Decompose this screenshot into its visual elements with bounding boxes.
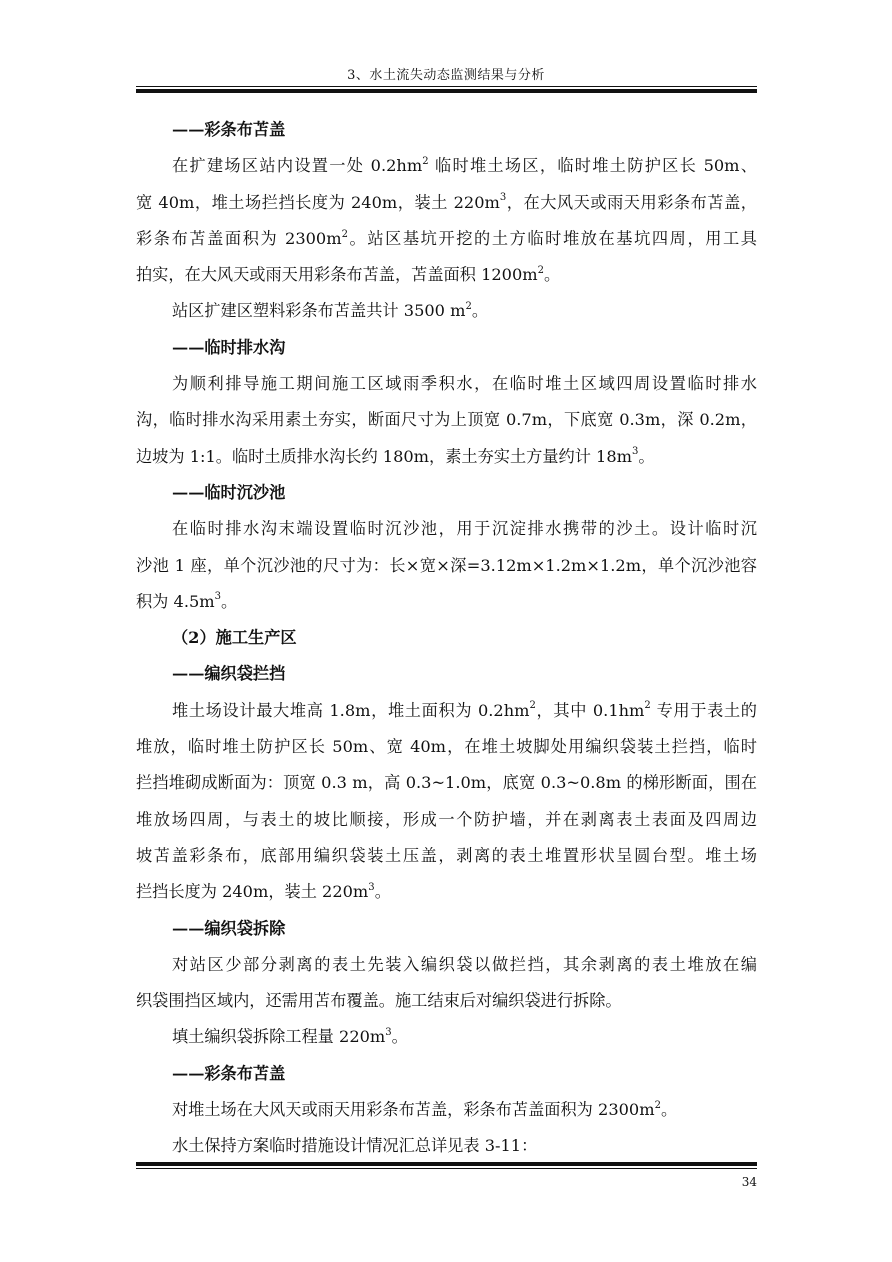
page-number: 34 (741, 1175, 757, 1189)
paragraph-line: 拍实，在大风天或雨天用彩条布苫盖，苫盖面积 $1200m^2$。 (136, 264, 561, 285)
paragraph-line: 对堆土场在大风天或雨天用彩条布苫盖，彩条布苫盖面积为 $2300m^2$。 (172, 1099, 678, 1120)
paragraph-line: 对站区少部分剥离的表土先装入编织袋以做拦挡，其余剥离的表土堆放在编 (172, 954, 757, 974)
paragraph-line: 在扩建场区站内设置一处 $0.2hm^2$ 临时堆土场区，临时堆土防护区长 50m、 (172, 155, 757, 176)
section-heading: ——彩条布苫盖 (172, 120, 286, 139)
section-heading: ——临时排水沟 (172, 337, 286, 357)
paragraph-line: 在临时排水沟末端设置临时沉沙池，用于沉淀排水携带的沙土。设计临时沉 (172, 519, 757, 539)
paragraph-line: 沙池 1 座，单个沉沙池的尺寸为：长×宽×深=3.12m×1.2m×1.2m，单个沉沙池容 (136, 555, 757, 575)
header-rule-thick (136, 89, 757, 93)
paragraph-line: 边坡为 1:1。临时土质排水沟长约 180m，素土夯实土方量约计 $18m^3$。 (136, 446, 655, 466)
paragraph-line: 沟，临时排水沟采用素土夯实，断面尺寸为上顶宽 0.7m，下底宽 0.3m，深 0.2m， (136, 410, 757, 430)
paragraph-line: 彩条布苫盖面积为 $2300m^2$。站区基坑开挖的土方临时堆放在基坑四周，用工具 (136, 228, 757, 248)
paragraph-line: 拦挡堆砌成断面为：顶宽 0.3 m，高 0.3~1.0m，底宽 0.3~0.8m 的梯形断面，围在 (136, 773, 757, 793)
section-heading: ——彩条布苫盖 (172, 1063, 286, 1083)
footer-rule-thick (136, 1162, 757, 1166)
paragraph-line: 水土保持方案临时措施设计情况汇总详见表 3-11： (172, 1136, 538, 1156)
section-heading: ——编织袋拦挡 (172, 664, 286, 684)
section-heading: ——临时沉沙池 (172, 482, 286, 502)
paragraph-line: 为顺利排导施工期间施工区域雨季积水，在临时堆土区域四周设置临时排水 (172, 374, 757, 394)
paragraph-line: 积为 $4.5m^3$。 (136, 591, 238, 611)
paragraph-line: 织袋围挡区域内，还需用苫布覆盖。施工结束后对编织袋进行拆除。 (136, 991, 622, 1011)
section-heading: ——编织袋拆除 (172, 918, 286, 938)
running-header-title: 3、水土流失动态监测结果与分析 (347, 68, 545, 83)
paragraph-line: 拦挡长度为 240m，装土 $220m^3$。 (136, 881, 391, 902)
section-heading: （2）施工生产区 (172, 628, 297, 648)
paragraph-line: 宽 40m，堆土场拦挡长度为 240m，装土 $220m^3$，在大风天或雨天用彩条布苫盖， (136, 192, 757, 212)
paragraph-line: 填土编织袋拆除工程量 $220m^3$。 (172, 1027, 408, 1047)
paragraph-line: 站区扩建区塑料彩条布苫盖共计 3500 $m^2$。 (172, 301, 489, 321)
footer-rule-thin (136, 1168, 757, 1169)
paragraph-line: 堆放场四周，与表土的坡比顺接，形成一个防护墙，并在剥离表土表面及四周边 (136, 809, 757, 829)
paragraph-line: 坡苫盖彩条布，底部用编织袋装土压盖，剥离的表土堆置形状呈圆台型。堆土场 (136, 845, 757, 865)
header-rule-thin (136, 86, 757, 87)
paragraph-line: 堆土场设计最大堆高 1.8m，堆土面积为 $0.2hm^2$，其中 $0.1hm^2$ 专用于表土的 (172, 700, 757, 720)
body-text (136, 112, 757, 1165)
paragraph-line: 堆放，临时堆土防护区长 50m、宽 40m，在堆土坡脚处用编织袋装土拦挡，临时 (136, 737, 757, 757)
